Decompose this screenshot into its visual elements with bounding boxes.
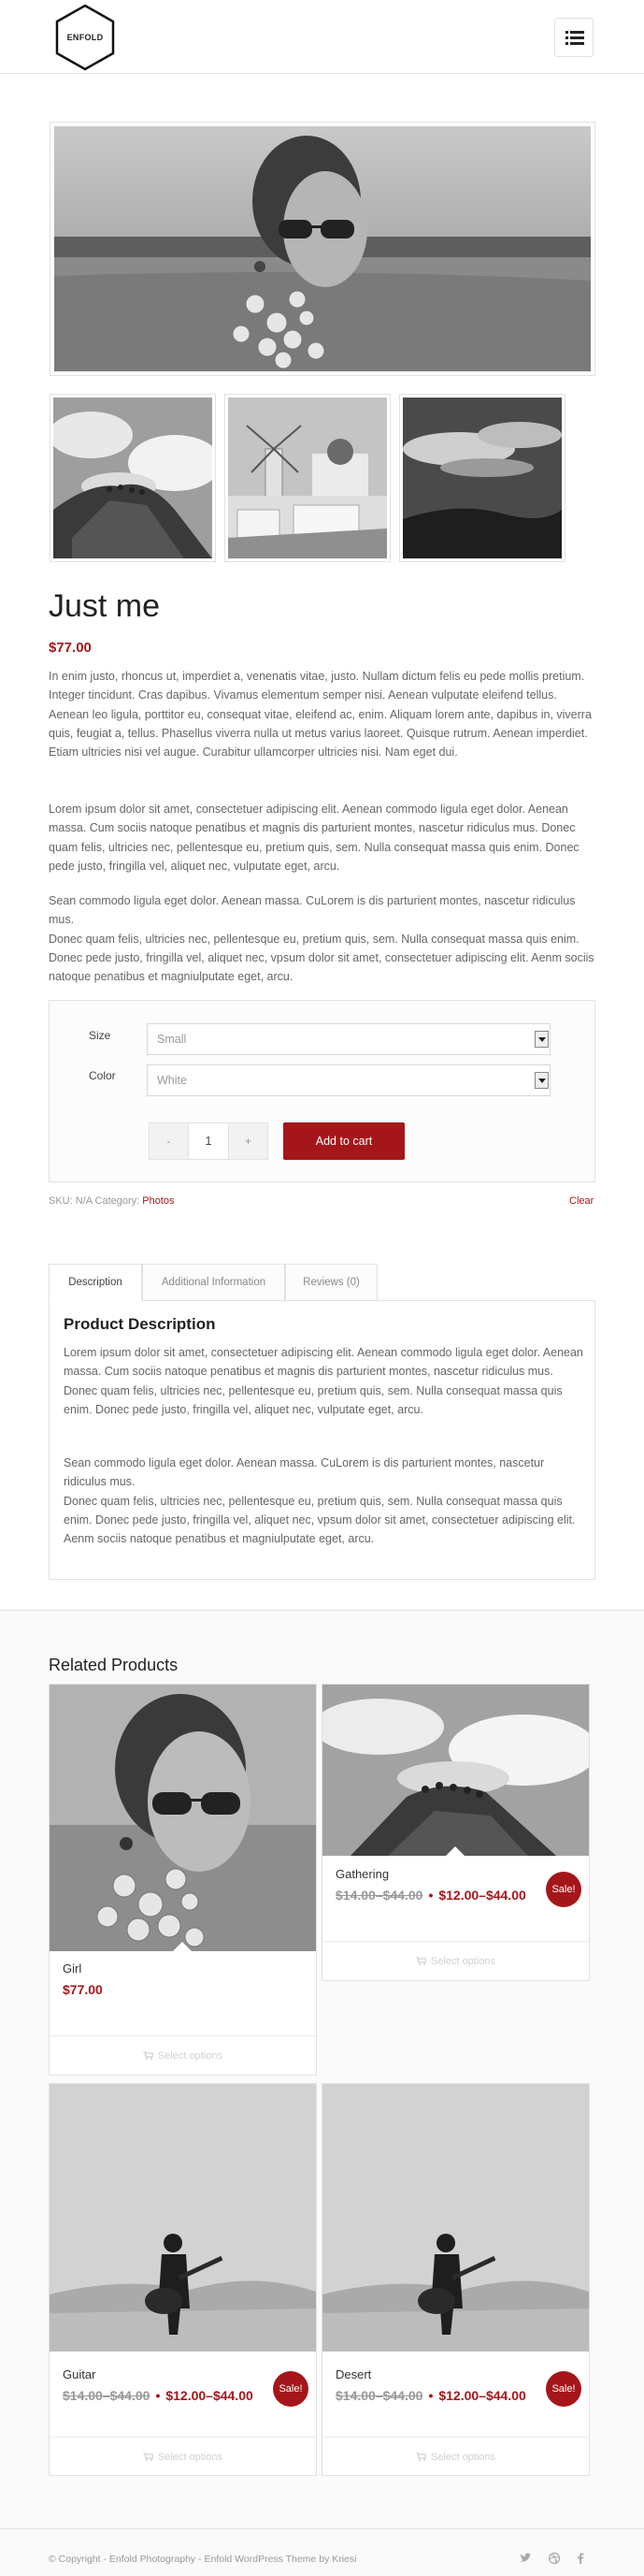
site-footer <box>0 2528 644 2576</box>
select-options-button[interactable] <box>50 2035 316 2075</box>
facebook-icon[interactable] <box>574 2552 587 2565</box>
quantity-increase-button[interactable]: + <box>228 1123 267 1159</box>
product-price: $77.00 <box>63 1982 103 1997</box>
product-main-image[interactable] <box>50 122 595 376</box>
woman-sunglasses-photo <box>54 126 591 371</box>
menu-button[interactable] <box>554 18 594 57</box>
select-options-button[interactable] <box>322 1941 589 1980</box>
related-products-section <box>0 1610 644 2528</box>
guitarist-desert-photo <box>322 2084 589 2352</box>
tab-additional-information[interactable]: Additional Information <box>142 1264 285 1301</box>
chevron-down-icon <box>535 1031 549 1048</box>
product-image[interactable] <box>322 2084 589 2352</box>
variations-form <box>49 1000 595 1182</box>
dribbble-icon[interactable] <box>548 2552 561 2565</box>
tab-reviews[interactable]: Reviews (0) <box>285 1264 378 1301</box>
panel-paragraph: Sean commodo ligula eget dolor. Aenean massa. CuLorem is dis parturient montes, nascetur ridiculus mus. Donec quam felis, ultricies nec, pellentesque eu, pretium quis, sem. Nulla consequat massa quis enim. Donec pede justo, fringilla vel, aliquet nec, vpsum dolor sit amet, consectetuer adipiscing elit. Aenm sociis natoque penatibus et magniulputate eget, arcu. <box>64 1456 576 1546</box>
windmill-village-photo <box>228 398 387 558</box>
quantity-input[interactable]: 1 <box>205 1135 212 1148</box>
size-select[interactable] <box>147 1023 551 1055</box>
tab-description[interactable]: Description <box>49 1264 142 1301</box>
woman-sunglasses-photo <box>50 1685 316 1951</box>
product-name[interactable]: Desert <box>336 2367 372 2381</box>
sale-badge: Sale! <box>546 1872 581 1907</box>
old-price: $14.00–$44.00 <box>336 1888 423 1903</box>
panel-paragraph: Lorem ipsum dolor sit amet, consectetuer adipiscing elit. Aenean commodo ligula eget dolor. Aenean massa. Cum sociis natoque penatibus et magnis dis parturient montes, nascetur ridiculus mus. Donec quam felis, ultricies nec, pellentesque eu, pretium quis, sem. Nulla consequat massa quis enim. Donec pede justo, fringilla vel, aliquet nec, vulputate eget, arcu. <box>64 1346 583 1416</box>
cart-icon <box>143 2453 153 2461</box>
product-meta-text: SKU: N/A Category: <box>49 1195 140 1207</box>
product-price: $77.00 <box>49 640 92 656</box>
old-price: $14.00–$44.00 <box>336 2388 423 2403</box>
product-title: Just me <box>49 588 161 624</box>
product-name[interactable]: Guitar <box>63 2367 96 2381</box>
select-options-label: Select options <box>430 2452 496 2463</box>
rock-clouds-photo <box>53 398 212 558</box>
product-price: $14.00–$44.00 • $12.00–$44.00 <box>63 2388 253 2403</box>
sale-price: $12.00–$44.00 <box>438 2388 526 2403</box>
color-select-value: White <box>157 1074 187 1087</box>
select-options-label: Select options <box>430 1956 496 1967</box>
product-card[interactable] <box>49 2083 317 2476</box>
select-options-label: Select options <box>157 2452 223 2463</box>
size-select-value: Small <box>157 1033 187 1046</box>
guitarist-desert-photo <box>50 2084 316 2352</box>
cart-icon <box>416 2453 426 2461</box>
cart-icon <box>143 2051 153 2060</box>
color-select[interactable] <box>147 1064 551 1096</box>
product-short-description: Lorem ipsum dolor sit amet, consectetuer adipiscing elit. Aenean commodo ligula eget dolor. Aenean massa. Cum sociis natoque penatibus et magnis dis parturient montes, nascetur ridiculus mus. Donec quam felis, ultricies nec, pellentesque eu, pretium quis, sem. Nulla consequat massa quis enim. Donec pede justo, fringilla vel, aliquet nec, vulputate eget, arcu. <box>49 803 580 873</box>
product-meta <box>49 1195 175 1207</box>
chevron-down-icon <box>535 1072 549 1089</box>
sale-badge: Sale! <box>273 2371 308 2407</box>
dark-sky-photo <box>403 398 562 558</box>
sale-price: $12.00–$44.00 <box>438 1888 526 1903</box>
related-products-title: Related Products <box>49 1656 179 1674</box>
select-options-button[interactable] <box>50 2437 316 2476</box>
product-name[interactable]: Gathering <box>336 1867 390 1881</box>
select-options-button[interactable] <box>322 2437 589 2476</box>
clear-variations-link[interactable]: Clear <box>569 1195 594 1207</box>
product-name[interactable]: Girl <box>63 1961 82 1975</box>
old-price: $14.00–$44.00 <box>63 2388 150 2403</box>
product-short-description: Sean commodo ligula eget dolor. Aenean massa. CuLorem is dis parturient montes, nascetur ridiculus mus. Donec quam felis, ultricies nec, pellentesque eu, pretium quis, sem. Nulla consequat massa quis enim. Donec pede justo, fringilla vel, aliquet nec, vpsum dolor sit amet, consectetuer adipiscing elit. Aenm sociis natoque penatibus et magniulputate eget, arcu. <box>49 894 594 984</box>
category-link[interactable]: Photos <box>142 1195 175 1207</box>
product-price: $14.00–$44.00 • $12.00–$44.00 <box>336 2388 526 2403</box>
select-options-label: Select options <box>157 2050 223 2062</box>
rock-clouds-photo <box>322 1685 589 1856</box>
size-label: Size <box>89 1029 111 1042</box>
product-card[interactable] <box>322 2083 590 2476</box>
sale-price: $12.00–$44.00 <box>165 2388 253 2403</box>
product-price: $14.00–$44.00 • $12.00–$44.00 <box>336 1888 526 1903</box>
menu-icon <box>565 31 584 45</box>
product-thumbnail[interactable] <box>50 394 216 562</box>
product-card[interactable] <box>322 1684 590 1981</box>
product-card[interactable] <box>49 1684 317 2076</box>
logo-text: ENFOLD <box>66 33 104 42</box>
product-thumbnail[interactable] <box>224 394 391 562</box>
site-header <box>0 0 644 74</box>
copyright-text: © Copyright - Enfold Photography - Enfold WordPress Theme by Kriesi <box>49 2554 357 2565</box>
product-short-description: In enim justo, rhoncus ut, imperdiet a, venenatis vitae, justo. Nullam dictum felis eu pede mollis pretium. Integer tincidunt. Cras dapibus. Vivamus elementum semper nisi. Aenean vulputate eleifend tellus. Aenean leo ligula, porttitor eu, consequat vitae, eleifend ac, enim. Aliquam lorem ante, dapibus in, viverra quis, feugiat a, tellus. Phasellus viverra nulla ut metus varius laoreet. Quisque rutrum. Aenean imperdiet. Etiam ultricies nisi vel augue. Curabitur ullamcorper ultricies nisi. Nam eget dui. <box>49 670 592 760</box>
quantity-stepper <box>149 1122 268 1160</box>
sale-badge: Sale! <box>546 2371 581 2407</box>
product-image[interactable] <box>50 2084 316 2352</box>
panel-title: Product Description <box>64 1315 216 1333</box>
product-image[interactable] <box>322 1685 589 1856</box>
add-to-cart-button[interactable]: Add to cart <box>283 1122 405 1160</box>
cart-icon <box>416 1957 426 1965</box>
site-logo[interactable] <box>50 3 120 72</box>
color-label: Color <box>89 1069 116 1082</box>
product-image[interactable] <box>50 1685 316 1951</box>
quantity-decrease-button[interactable]: - <box>150 1123 189 1159</box>
tab-panel-description <box>49 1300 595 1580</box>
product-thumbnail[interactable] <box>399 394 565 562</box>
twitter-icon[interactable] <box>519 2552 532 2565</box>
